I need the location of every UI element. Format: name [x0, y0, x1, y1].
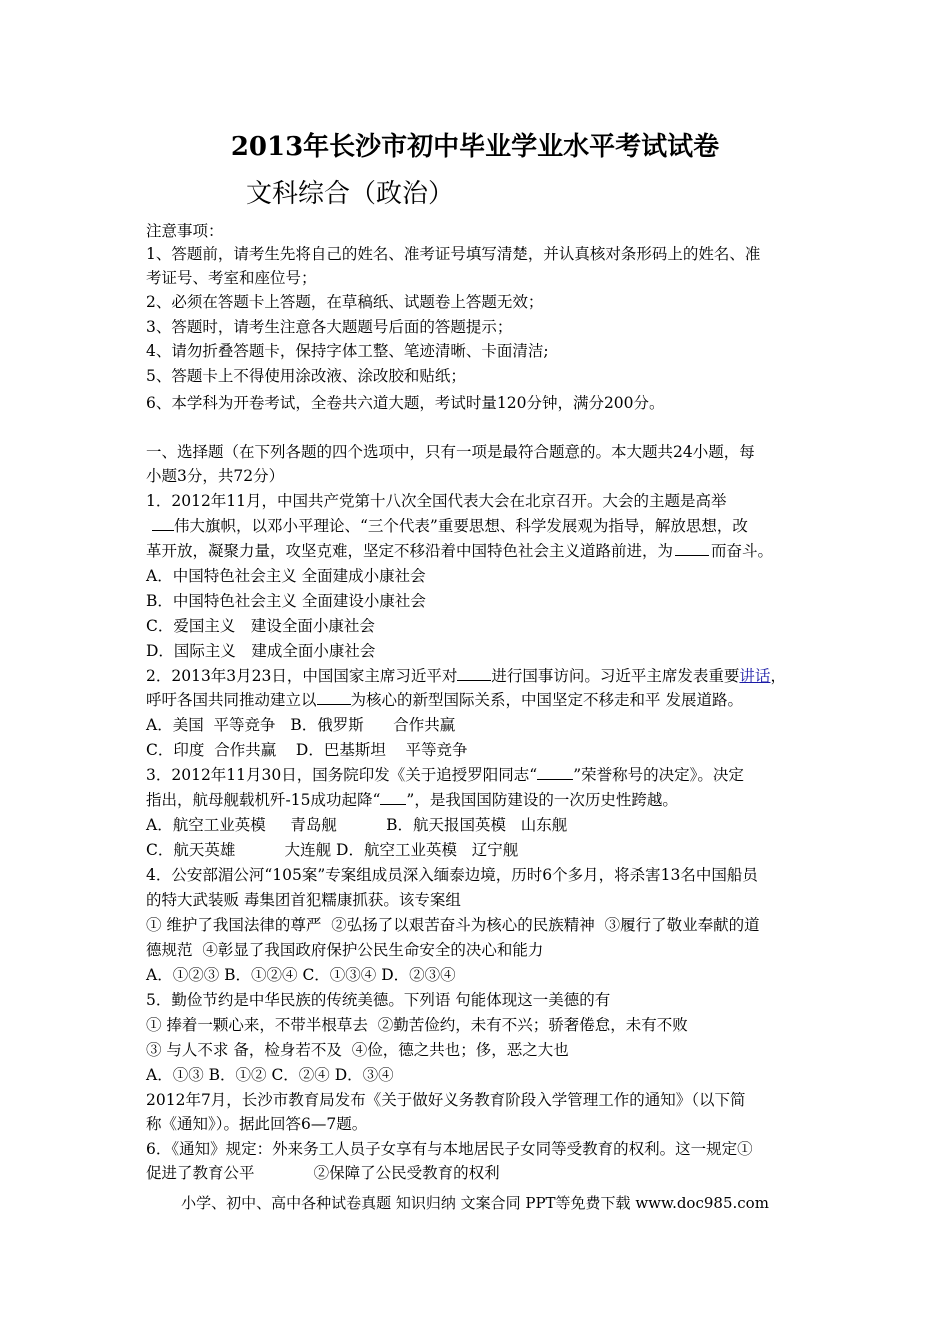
question-text: ”，是我国国防建设的一次历史性跨越。	[406, 791, 678, 809]
question-4-statements: ① 维护了我国法律的尊严 ②弘扬了以艰苦奋斗为核心的民族精神 ③履行了敬业奉献的道	[146, 916, 760, 934]
question-4-stem: 4．公安部湄公河“105案”专案组成员深入缅泰边境，历时6个多月，将杀害13名中国船员	[146, 866, 758, 884]
question-2-stem	[146, 665, 786, 687]
question-text: 为核心的新型国际关系，中国坚定不移走和平 发展道路。	[350, 691, 743, 709]
question-6-stem: 促进了教育公平 ②保障了公民受教育的权利	[146, 1164, 500, 1182]
question-2-stem	[146, 689, 743, 711]
option-a: A．中国特色社会主义 全面建成小康社会	[146, 567, 426, 585]
options-ab: A．美国 平等竞争 B．俄罗斯 合作共赢	[146, 716, 456, 734]
options-ab: A．航空工业英模 青岛舰 B．航天报国英模 山东舰	[146, 816, 568, 834]
notice-item: 1、答题前，请考生先将自己的姓名、准考证号填写清楚，并认真核对条形码上的姓名、准	[146, 245, 761, 263]
page-footer: 小学、初中、高中各种试卷真题 知识归纳 文案合同 PPT等免费下载 www.doc985.com	[181, 1194, 769, 1212]
question-4-stem: 的特大武装贩 毒集团首犯糯康抓获。该专案组	[146, 891, 461, 909]
answer-blank	[457, 666, 491, 681]
options-cd: C．印度 合作共赢 D．巴基斯坦 平等竞争	[146, 741, 468, 759]
notice-item: 考证号、考室和座位号；	[146, 269, 317, 287]
question-4-statements: 德规范 ④彰显了我国政府保护公民生命安全的决心和能力	[146, 941, 544, 959]
notice-item: 6、本学科为开卷考试，全卷共六道大题，考试时量120分钟，满分200分。	[146, 394, 665, 412]
option-b: B．中国特色社会主义 全面建设小康社会	[146, 592, 426, 610]
question-1-stem: 1．2012年11月，中国共产党第十八次全国代表大会在北京召开。大会的主题是高举	[146, 492, 727, 510]
question-text: 呼吁各国共同推动建立以	[146, 691, 317, 709]
option-c: C．爱国主义 建设全面小康社会	[146, 617, 375, 635]
question-6-stem: 6．《通知》规定：外来务工人员子女享有与本地居民子女同等受教育的权利。这一规定①	[146, 1140, 753, 1158]
notice-heading: 注意事项：	[146, 222, 224, 240]
question-text: ，	[770, 667, 786, 685]
speech-link[interactable]: 讲话	[739, 667, 771, 685]
notice-item: 5、答题卡上不得使用涂改液、涂改胶和贴纸；	[146, 367, 466, 385]
answer-blank	[380, 790, 406, 805]
question-text: 指出，航母舰载机歼-15成功起降“	[146, 791, 381, 809]
notice-item: 2、必须在答题卡上答题，在草稿纸、试题卷上答题无效；	[146, 293, 544, 311]
question-text: 而奋斗。	[711, 542, 774, 560]
question-text: 伟大旗帜，以邓小平理论、“三个代表”重要思想、科学发展观为指导，解放思想，改	[174, 517, 748, 535]
section-intro: 一、选择题（在下列各题的四个选项中，只有一项是最符合题意的。本大题共24小题，每	[146, 443, 755, 461]
question-3-stem	[146, 789, 678, 811]
page-title: 2013年长沙市初中毕业学业水平考试试卷	[230, 132, 720, 162]
context-paragraph: 称《通知》）。据此回答6—7题。	[146, 1115, 368, 1133]
question-5-stem: 5．勤俭节约是中华民族的传统美德。下列语 句能体现这一美德的有	[146, 991, 611, 1009]
question-text: 进行国事访问。习近平主席发表重要	[491, 667, 740, 685]
answer-blank	[537, 765, 573, 780]
question-5-statements: ① 捧着一颗心来，不带半根草去 ②勤苦俭约，未有不兴；骄奢倦怠，未有不败	[146, 1016, 688, 1034]
options-cd: C．航天英雄 大连舰 D．航空工业英模 辽宁舰	[146, 841, 519, 859]
question-1-stem	[146, 540, 773, 562]
question-text: 革开放，凝聚力量，攻坚克难，坚定不移沿着中国特色社会主义道路前进，为	[146, 542, 674, 560]
section-intro: 小题3分，共72分）	[146, 467, 285, 485]
question-5-options: A．①③ B．①② C．②④ D．③④	[146, 1066, 394, 1084]
question-5-statements: ③ 与人不求 备，检身若不及 ④俭，德之共也；侈，恶之大也	[146, 1041, 569, 1059]
question-1-stem	[146, 515, 748, 537]
answer-blank	[317, 690, 351, 705]
answer-blank	[675, 541, 709, 556]
question-3-stem	[146, 764, 744, 786]
context-paragraph: 2012年7月，长沙市教育局发布《关于做好义务教育阶段入学管理工作的通知》（以下简	[146, 1091, 746, 1109]
page-subtitle: 文科综合（政治）	[246, 179, 455, 209]
notice-item: 4、请勿折叠答题卡，保持字体工整、笔迹清晰、卡面清洁;	[146, 342, 549, 360]
notice-item: 3、答题时，请考生注意各大题题号后面的答题提示；	[146, 318, 513, 336]
answer-blank	[152, 516, 174, 531]
option-d: D．国际主义 建成全面小康社会	[146, 642, 376, 660]
question-text: ”荣誉称号的决定》。决定	[573, 766, 744, 784]
question-text: 2．2013年3月23日，中国国家主席习近平对	[146, 667, 458, 685]
question-4-options: A．①②③ B．①②④ C．①③④ D．②③④	[146, 966, 456, 984]
question-text: 3．2012年11月30日，国务院印发《关于追授罗阳同志“	[146, 766, 538, 784]
